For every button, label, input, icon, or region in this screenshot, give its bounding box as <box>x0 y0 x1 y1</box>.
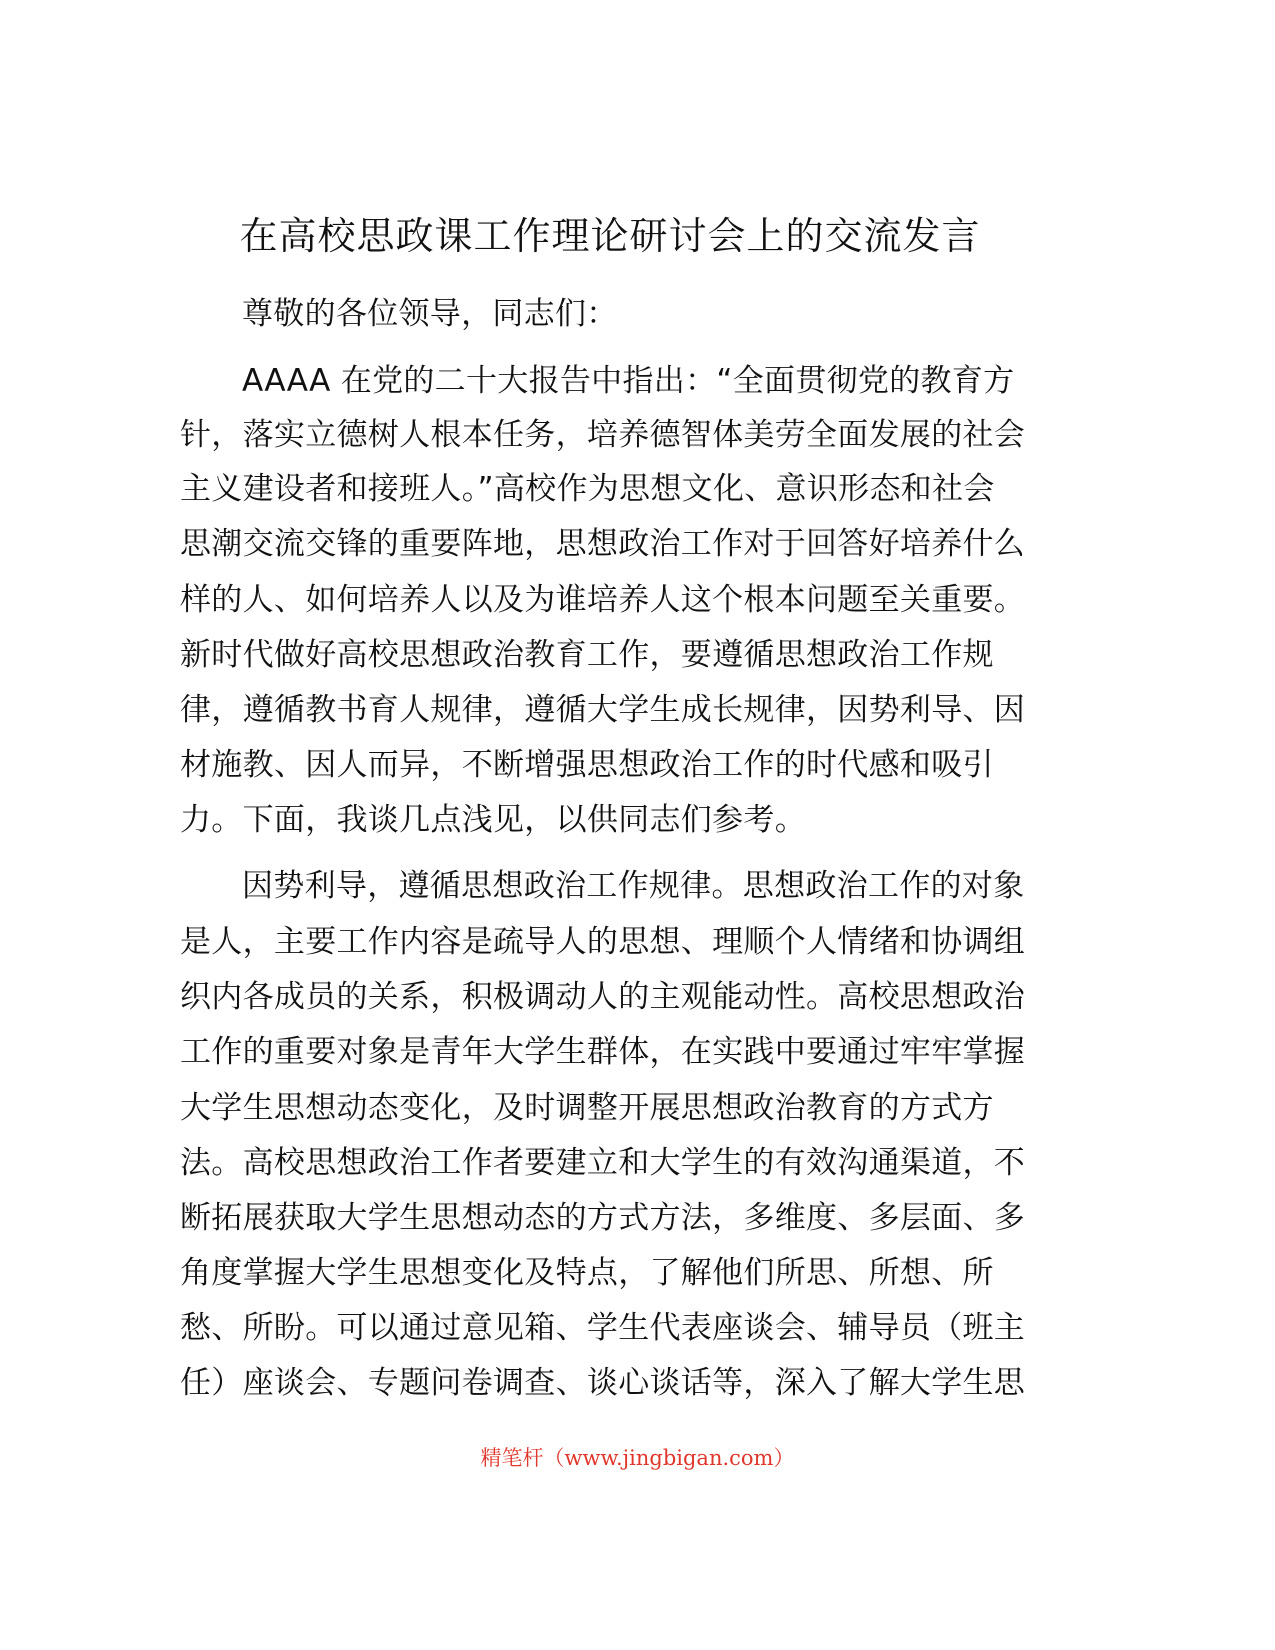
text-line: AAAA 在党的二十大报告中指出：“全面贯彻党的教育方 <box>242 363 1015 399</box>
text-line: 断拓展获取大学生思想动态的方式方法，多维度、多层面、多 <box>180 1200 1026 1236</box>
text-line: 主义建设者和接班人。”高校作为思想文化、意识形态和社会 <box>180 471 995 507</box>
text-line: 力。下面，我谈几点浅见，以供同志们参考。 <box>180 802 806 838</box>
salutation: 尊敬的各位领导，同志们： <box>242 296 618 332</box>
text-line: 律，遵循教书育人规律，遵循大学生成长规律，因势利导、因 <box>180 692 1026 728</box>
text-line: 角度掌握大学生思想变化及特点，了解他们所思、所想、所 <box>180 1255 994 1291</box>
text-line: 样的人、如何培养人以及为谁培养人这个根本问题至关重要。 <box>180 582 1026 618</box>
text-line: 是人，主要工作内容是疏导人的思想、理顺个人情绪和协调组 <box>180 924 1026 960</box>
text-line: 新时代做好高校思想政治教育工作，要遵循思想政治工作规 <box>180 637 994 673</box>
text-line: 任）座谈会、专题问卷调查、谈心谈话等，深入了解大学生思 <box>180 1365 1026 1401</box>
text-line: 愁、所盼。可以通过意见箱、学生代表座谈会、辅导员（班主 <box>180 1310 1026 1346</box>
text-line: 针，落实立德树人根本任务，培养德智体美劳全面发展的社会 <box>180 417 1026 453</box>
text-line: 因势利导，遵循思想政治工作规律。思想政治工作的对象 <box>242 868 1025 904</box>
text-line: 大学生思想动态变化，及时调整开展思想政治教育的方式方 <box>180 1090 994 1126</box>
text-line: 工作的重要对象是青年大学生群体，在实践中要通过牢牢掌握 <box>180 1034 1026 1070</box>
text-line: 法。高校思想政治工作者要建立和大学生的有效沟通渠道，不 <box>180 1145 1026 1181</box>
text-line: 材施教、因人而异，不断增强思想政治工作的时代感和吸引 <box>180 747 994 783</box>
text-line: 织内各成员的关系，积极调动人的主观能动性。高校思想政治 <box>180 979 1026 1015</box>
document-title: 在高校思政课工作理论研讨会上的交流发言 <box>239 214 981 258</box>
watermark-footer: 精笔杆（www.jingbigan.com） <box>480 1446 795 1470</box>
text-line: 思潮交流交锋的重要阵地，思想政治工作对于回答好培养什么 <box>180 526 1026 562</box>
